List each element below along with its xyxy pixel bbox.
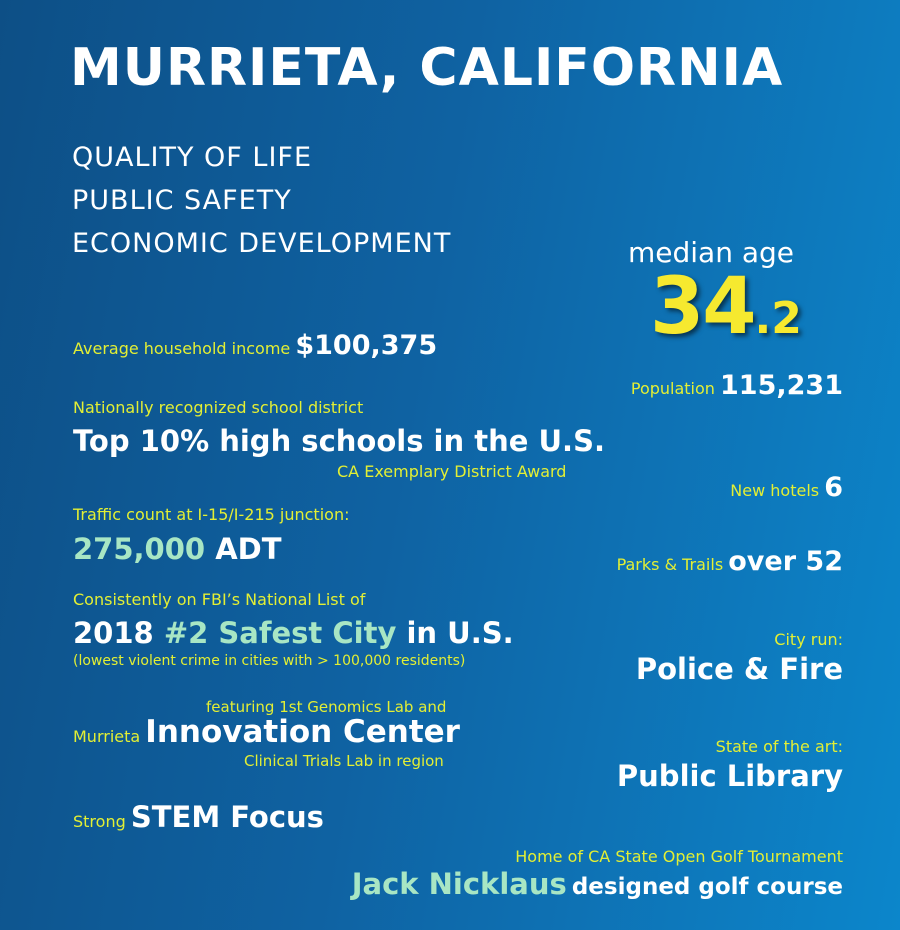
golf-rest: designed golf course — [571, 874, 843, 900]
population-stat — [631, 370, 843, 401]
safety-year: 2018 — [73, 616, 154, 650]
traffic-label: Traffic count at I-15/I-215 junction: — [73, 505, 350, 524]
median-age-decimal: .2 — [754, 293, 802, 344]
school-headline: Top 10% high schools in the U.S. — [73, 424, 605, 458]
stem-stat — [73, 800, 324, 834]
library-label: State of the art: — [715, 737, 843, 756]
safety-label: Consistently on FBI’s National List of — [73, 590, 366, 609]
priority-economic-development: ECONOMIC DEVELOPMENT — [72, 228, 452, 259]
hotels-stat — [730, 472, 843, 503]
priority-public-safety: PUBLIC SAFETY — [72, 185, 292, 216]
school-label: Nationally recognized school district — [73, 398, 364, 417]
income-value: $100,375 — [295, 330, 438, 361]
priorities-list — [72, 136, 451, 265]
page-title: MURRIETA, CALIFORNIA — [70, 38, 784, 98]
safety-headline — [73, 616, 514, 650]
income-label: Average household income — [73, 339, 291, 358]
library-value: Public Library — [616, 759, 843, 793]
golf-headline — [352, 867, 843, 901]
stem-value: STEM Focus — [130, 800, 324, 834]
median-age-label: median age — [628, 236, 795, 269]
traffic-unit: ADT — [215, 532, 282, 566]
safety-note: (lowest violent crime in cities with > 100,000 residents) — [73, 653, 466, 669]
hotels-value: 6 — [824, 472, 843, 503]
parks-stat — [617, 546, 843, 577]
priority-quality-of-life: QUALITY OF LIFE — [72, 142, 313, 173]
population-value: 115,231 — [720, 370, 843, 401]
city-run-value: Police & Fire — [635, 652, 843, 686]
parks-value: over 52 — [728, 546, 843, 577]
school-award: CA Exemplary District Award — [337, 462, 567, 481]
innovation-label: Murrieta — [73, 727, 141, 746]
median-age-integer: 34 — [650, 262, 755, 352]
traffic-value: 275,000 — [73, 532, 206, 566]
innovation-value: Innovation Center — [145, 714, 460, 750]
safety-rank: #2 Safest City — [163, 616, 397, 650]
innovation-stat — [73, 714, 460, 750]
innovation-pretext: featuring 1st Genomics Lab and — [206, 698, 447, 716]
stem-label: Strong — [73, 812, 126, 831]
city-run-label: City run: — [774, 630, 843, 649]
golf-highlight: Jack Nicklaus — [351, 867, 567, 901]
hotels-label: New hotels — [730, 481, 820, 500]
median-age-value — [650, 262, 802, 352]
parks-label: Parks & Trails — [616, 555, 724, 574]
income-stat — [73, 330, 437, 361]
population-label: Population — [630, 379, 715, 398]
safety-suffix: in U.S. — [406, 616, 514, 650]
traffic-stat — [73, 532, 282, 566]
golf-label: Home of CA State Open Golf Tournament — [515, 847, 843, 866]
innovation-posttext: Clinical Trials Lab in region — [244, 752, 444, 770]
